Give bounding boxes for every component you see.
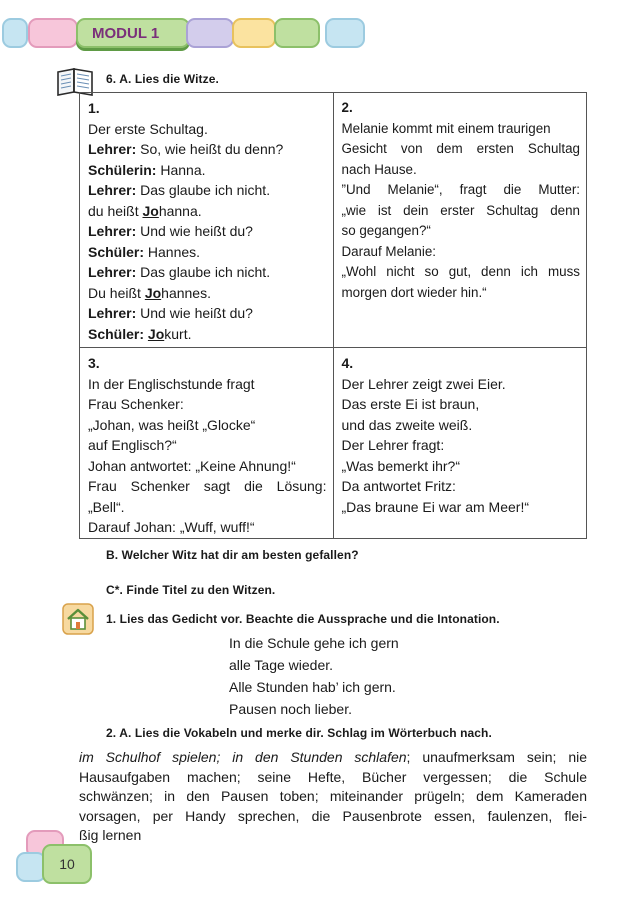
joke-text: hannes. — [161, 284, 211, 301]
vocab-line: schwänzen; in den Pausen toben; miteinander prügeln; dem Kameraden — [79, 788, 587, 804]
joke-line — [342, 374, 581, 395]
joke-text: Und wie heißt du? — [136, 305, 253, 321]
poem-line: Alle Stunden hab’ ich gern. — [229, 679, 396, 695]
house-icon — [62, 603, 94, 635]
vocab-italic-phrases: im Schulhof spielen; in den Stunden schlafen — [79, 749, 407, 765]
joke-text: und das zweite weiß. — [341, 416, 473, 433]
joke-text: „wie ist dein erster Schultag denn — [341, 202, 580, 218]
joke-number: 2. — [341, 100, 353, 115]
joke-text: Hanna. — [156, 161, 206, 178]
decorative-tab — [186, 18, 234, 48]
joke-line — [88, 242, 327, 263]
joke-line — [88, 456, 327, 477]
joke-text: Da antwortet Fritz: — [341, 478, 456, 494]
joke-text: In der Englischstunde fragt — [88, 375, 255, 392]
joke-line — [88, 415, 327, 436]
joke-cell-1 — [80, 93, 334, 348]
task-c: C*. Finde Titel zu den Witzen. — [106, 583, 276, 597]
joke-line — [88, 303, 327, 324]
joke-number: 3. — [88, 355, 100, 371]
decorative-tab — [232, 18, 276, 48]
joke-line — [342, 221, 581, 242]
task-b: B. Welcher Witz hat dir am besten gefallen? — [106, 548, 359, 562]
joke-text: Das glaube ich nicht. — [136, 182, 271, 198]
vocab-line — [79, 748, 587, 768]
speaker-label: Schüler: — [88, 243, 145, 260]
speaker-label: Schüler: — [88, 325, 145, 342]
joke-text: so gegangen?“ — [341, 223, 431, 238]
joke-line — [88, 283, 327, 304]
joke-text: Johan antwortet: „Keine Ahnung!“ — [88, 457, 296, 474]
joke-text: Und wie heißt du? — [136, 223, 253, 239]
decorative-tab — [28, 18, 78, 48]
joke-line — [88, 139, 327, 160]
joke-line — [88, 394, 327, 415]
joke-line — [342, 262, 581, 283]
joke-line — [342, 160, 581, 181]
decorative-tab — [2, 18, 28, 48]
vocab-text: ; unaufmerksam sein; nie — [406, 749, 588, 765]
joke-text: Du heißt — [88, 284, 145, 301]
joke-line — [88, 435, 327, 456]
joke-text-1 — [88, 119, 327, 345]
joke-line — [342, 394, 581, 415]
joke-text: kurt. — [164, 325, 192, 342]
joke-line — [342, 476, 581, 497]
joke-text-2 — [342, 119, 581, 304]
vocab-line: Hausaufgaben machen; seine Hefte, Bücher vergessen; die Schule — [79, 768, 587, 785]
speaker-label: Lehrer: — [88, 223, 137, 239]
joke-text: Darauf Johan: „Wuff, wuff!“ — [88, 519, 255, 535]
decorative-tab — [274, 18, 320, 48]
jokes-table — [79, 92, 587, 539]
joke-line — [88, 497, 327, 518]
joke-text: nach Hause. — [341, 161, 417, 177]
joke-text: auf Englisch?“ — [88, 437, 177, 453]
joke-line — [88, 324, 327, 345]
joke-text: du heißt — [88, 202, 143, 219]
joke-text: hanna. — [158, 202, 202, 219]
joke-line — [342, 283, 581, 304]
speaker-label: Lehrer: — [88, 141, 137, 157]
speaker-label: Lehrer: — [88, 264, 137, 280]
joke-line — [88, 221, 327, 242]
joke-text: Hannes. — [144, 243, 201, 260]
joke-line — [342, 435, 581, 456]
joke-cell-2 — [333, 93, 587, 348]
joke-line — [342, 180, 581, 201]
joke-text: Das erste Ei ist braun, — [341, 396, 480, 412]
joke-number: 1. — [88, 100, 100, 116]
joke-cell-4 — [333, 348, 587, 539]
module-title: MODUL 1 — [76, 18, 190, 48]
joke-text: Das glaube ich nicht. — [136, 264, 271, 280]
joke-number: 4. — [341, 355, 354, 371]
poem-line: alle Tage wieder. — [229, 657, 334, 673]
underlined-syllable: Jo — [147, 325, 165, 342]
underlined-syllable: Jo — [144, 284, 162, 301]
joke-line — [88, 476, 327, 497]
joke-text-4 — [342, 374, 581, 518]
joke-line — [88, 119, 327, 140]
joke-text: Darauf Melanie: — [341, 243, 437, 259]
poem — [229, 632, 399, 720]
exercise-6-heading: 6. A. Lies die Witze. — [106, 72, 219, 86]
vocab-line: vorsagen, per Handy sprechen, die Pausenbrote essen, faulenzen, flei- — [79, 807, 587, 824]
speaker-label: Schülerin: — [88, 161, 157, 178]
joke-line — [342, 201, 581, 222]
joke-text: „Was bemerkt ihr?“ — [341, 457, 461, 474]
joke-text: So, wie heißt du denn? — [136, 141, 284, 157]
joke-line — [342, 242, 581, 263]
underlined-syllable: Jo — [142, 202, 159, 219]
joke-text: Frau Schenker sagt die Lösung: — [88, 478, 327, 494]
decorative-tab — [325, 18, 365, 48]
vocab-line: ßig lernen — [79, 827, 142, 843]
joke-text-3 — [88, 374, 327, 538]
joke-text: Der Lehrer fragt: — [341, 437, 445, 453]
module-tab-bar — [0, 18, 638, 50]
joke-text: „Bell“. — [88, 498, 125, 515]
joke-line — [88, 374, 327, 395]
joke-line — [342, 415, 581, 436]
joke-text: Frau Schenker: — [88, 396, 184, 412]
joke-line — [88, 180, 327, 201]
poem-line: In die Schule gehe ich gern — [229, 635, 399, 651]
joke-line — [88, 201, 327, 222]
joke-line — [88, 160, 327, 181]
joke-text: Der erste Schultag. — [88, 120, 208, 137]
joke-line — [342, 497, 581, 518]
joke-text: „Johan, was heißt „Glocke“ — [88, 416, 256, 433]
homework-task-2: 2. A. Lies die Vokabeln und merke dir. Schlag im Wörterbuch nach. — [106, 726, 492, 740]
speaker-label: Lehrer: — [88, 305, 137, 321]
homework-task-1: 1. Lies das Gedicht vor. Beachte die Aussprache und die Intonation. — [106, 612, 500, 626]
joke-text: Der Lehrer zeigt zwei Eier. — [341, 375, 506, 392]
joke-text: morgen dort wieder hin.“ — [341, 284, 487, 300]
joke-text: ”Und Melanie“, fragt die Mutter: — [341, 182, 580, 197]
joke-text: „Wohl nicht so gut, denn ich muss — [341, 264, 580, 279]
joke-text: Gesicht von dem ersten Schultag — [341, 141, 580, 156]
joke-line — [342, 456, 581, 477]
joke-text: Melanie kommt mit einem traurigen — [341, 120, 551, 136]
joke-line — [342, 139, 581, 160]
joke-cell-3 — [80, 348, 334, 539]
vocabulary-list — [79, 748, 587, 846]
speaker-label: Lehrer: — [88, 182, 137, 198]
joke-line — [342, 119, 581, 140]
poem-line: Pausen noch lieber. — [229, 701, 352, 717]
joke-text: „Das braune Ei war am Meer!“ — [341, 498, 530, 515]
joke-line — [88, 517, 327, 538]
joke-line — [88, 262, 327, 283]
page-number: 10 — [42, 844, 92, 884]
